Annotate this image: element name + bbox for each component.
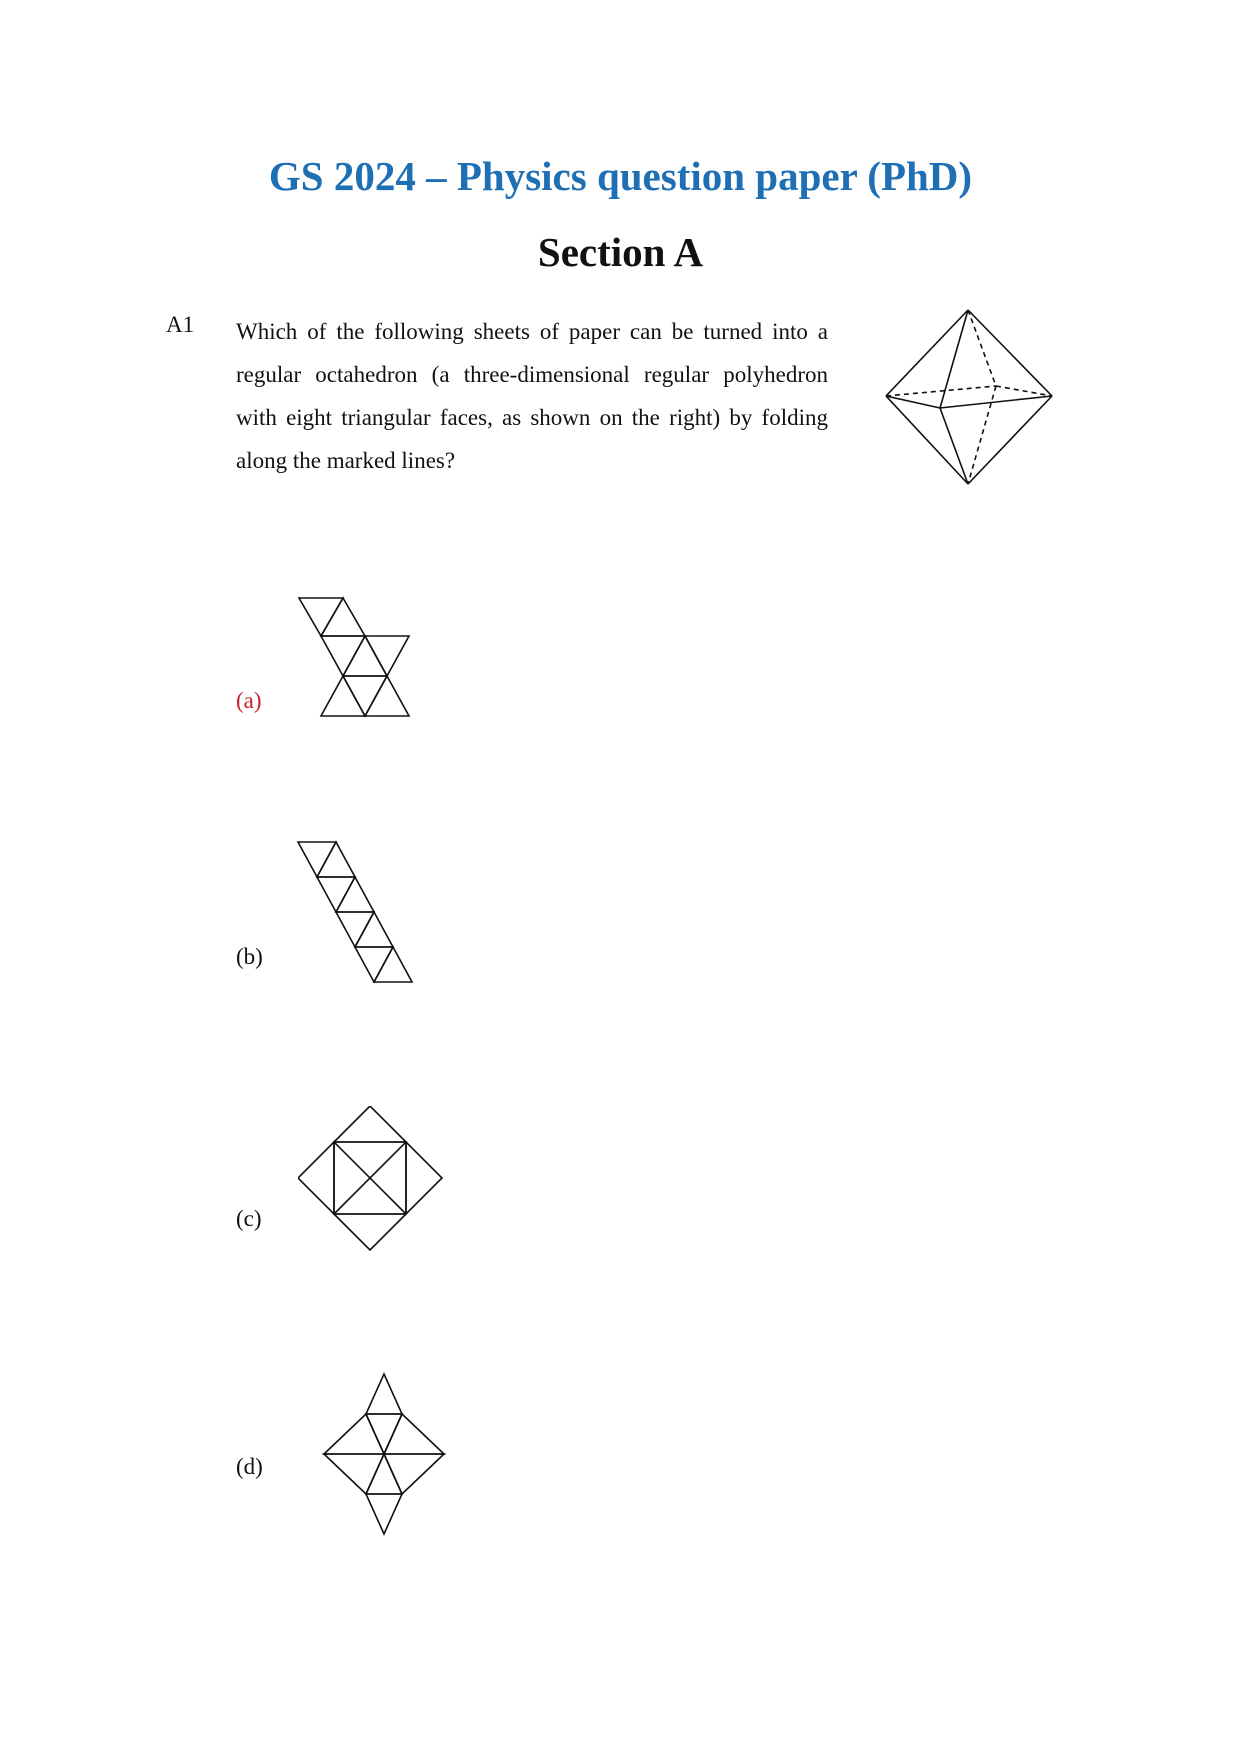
option-c-label: (c) [236, 1206, 262, 1231]
option-b-label: (b) [236, 944, 263, 969]
net-b [296, 840, 426, 994]
question-text: Which of the following sheets of paper can be turned into a regular octahedron (a three-dimensional regular polyhedron with eight triangular faces, as shown on the right) by folding along the marked lines? [236, 319, 828, 473]
paper-title: GS 2024 – Physics question paper (PhD) [268, 153, 973, 199]
question-number: A1 [166, 312, 195, 337]
octahedron-figure [884, 308, 1054, 488]
net-a [297, 596, 427, 730]
option-d-label: (d) [236, 1454, 263, 1479]
net-c [298, 1106, 448, 1256]
net-d [322, 1372, 450, 1544]
option-a-label: (a) [236, 688, 262, 713]
section-heading: Section A [537, 229, 704, 275]
